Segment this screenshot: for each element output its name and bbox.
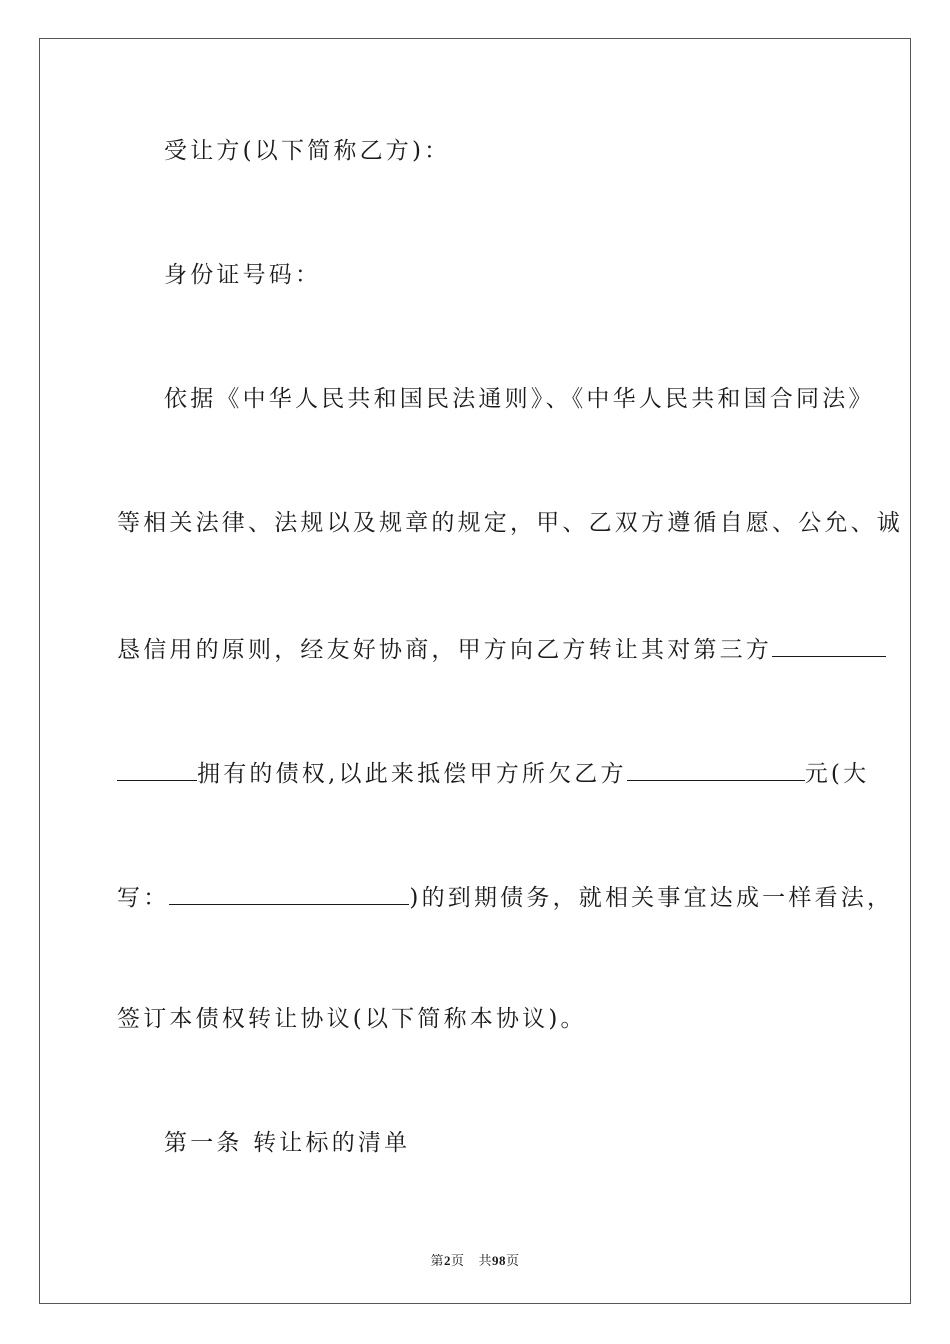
article-one-heading xyxy=(164,1132,410,1155)
amount-in-words-blank xyxy=(169,884,409,905)
third-party-blank xyxy=(772,636,886,657)
paragraph-line-2 xyxy=(117,512,903,535)
amount-blank xyxy=(627,760,805,781)
assignee-label: 受让方(以下简称乙方)： xyxy=(164,138,451,164)
paragraph-line-3 xyxy=(117,636,886,662)
footer-total-prefix: 共 xyxy=(478,1253,493,1268)
third-party-blank-cont xyxy=(117,760,197,781)
paragraph-text: 元(大 xyxy=(804,761,870,787)
paragraph-line-1 xyxy=(164,388,875,411)
footer-page-prefix: 第 xyxy=(430,1253,444,1268)
paragraph-text: 拥有的债权,以此来抵偿甲方所欠乙方 xyxy=(197,761,627,787)
paragraph-line-6 xyxy=(117,1008,587,1031)
page-footer xyxy=(0,1250,950,1269)
paragraph-text: 等相关法律、法规以及规章的规定，甲、乙双方遵循自愿、公允、诚 xyxy=(117,510,903,536)
assignee-line xyxy=(164,140,450,163)
id-number-label: 身份证号码： xyxy=(164,262,322,288)
footer-page-number: 2 xyxy=(443,1253,451,1268)
footer-total-number: 98 xyxy=(492,1253,507,1268)
paragraph-text: 签订本债权转让协议(以下简称本协议)。 xyxy=(117,1006,587,1032)
article-title: 第一条 转让标的清单 xyxy=(164,1130,411,1156)
page-border xyxy=(39,38,911,1304)
paragraph-text: )的到期债务，就相关事宜达成一样看法， xyxy=(409,885,894,911)
paragraph-text: 写： xyxy=(117,885,170,911)
footer-total-suffix: 页 xyxy=(506,1253,520,1268)
paragraph-line-5 xyxy=(117,884,893,910)
legal-basis-text: 依据《中华人民共和国民法通则》、《中华人民共和国合同法》 xyxy=(164,386,875,412)
paragraph-text: 恳信用的原则，经友好协商，甲方向乙方转让其对第三方 xyxy=(117,637,772,663)
footer-page-suffix: 页 xyxy=(450,1253,465,1268)
id-number-line xyxy=(164,264,321,287)
paragraph-line-4 xyxy=(117,760,869,786)
